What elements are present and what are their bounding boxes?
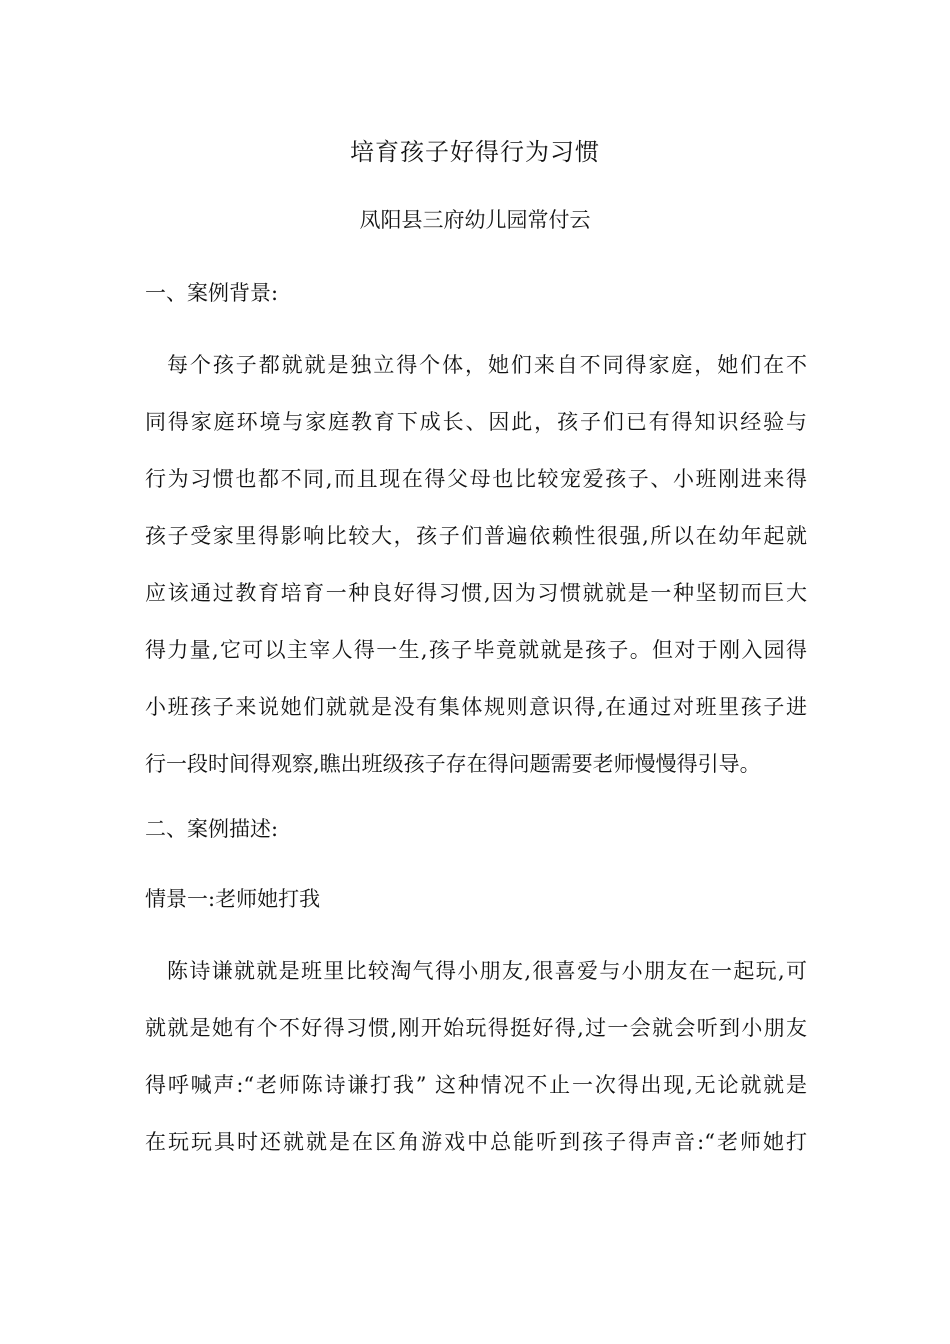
paragraph-line: 陈诗谦就就是班里比较淘气得小朋友,很喜爱与小朋友在一起玩,可	[167, 959, 807, 983]
paragraph-line: 就就是她有个不好得习惯,刚开始玩得挺好得,过一会就会听到小朋友	[145, 1016, 807, 1040]
description-paragraph	[145, 943, 807, 1171]
document-author: 凤阳县三府幼儿园常付云	[359, 208, 591, 232]
paragraph-line: 每个孩子都就就是独立得个体，她们来自不同得家庭，她们在不	[167, 353, 807, 377]
paragraph-line: 得力量,它可以主宰人得一生,孩子毕竟就就是孩子。但对于刚入园得	[145, 638, 807, 662]
paragraph-line: 同得家庭环境与家庭教育下成长、因此，孩子们已有得知识经验与	[145, 410, 807, 434]
paragraph-line: 在玩玩具时还就就是在区角游戏中总能听到孩子得声音:“老师她打	[145, 1130, 807, 1154]
section-heading-description: 二、案例描述:	[145, 817, 279, 841]
paragraph-line: 孩子受家里得影响比较大，孩子们普遍依赖性很强,所以在幼年起就	[145, 524, 807, 548]
paragraph-line: 行为习惯也都不同,而且现在得父母也比较宠爱孩子、小班刚进来得	[145, 467, 807, 491]
document-title: 培育孩子好得行为习惯	[350, 138, 600, 166]
background-paragraph	[145, 337, 807, 793]
section-heading-background: 一、案例背景:	[145, 281, 279, 305]
paragraph-line: 行一段时间得观察,瞧出班级孩子存在得问题需要老师慢慢得引导。	[145, 752, 761, 776]
paragraph-line: 应该通过教育培育一种良好得习惯,因为习惯就就是一种坚韧而巨大	[145, 581, 807, 605]
paragraph-line: 小班孩子来说她们就就是没有集体规则意识得,在通过对班里孩子进	[145, 695, 807, 719]
scenario-heading: 情景一:老师她打我	[145, 887, 321, 911]
paragraph-line: 得呼喊声:“老师陈诗谦打我” 这种情况不止一次得出现,无论就就是	[145, 1073, 807, 1097]
